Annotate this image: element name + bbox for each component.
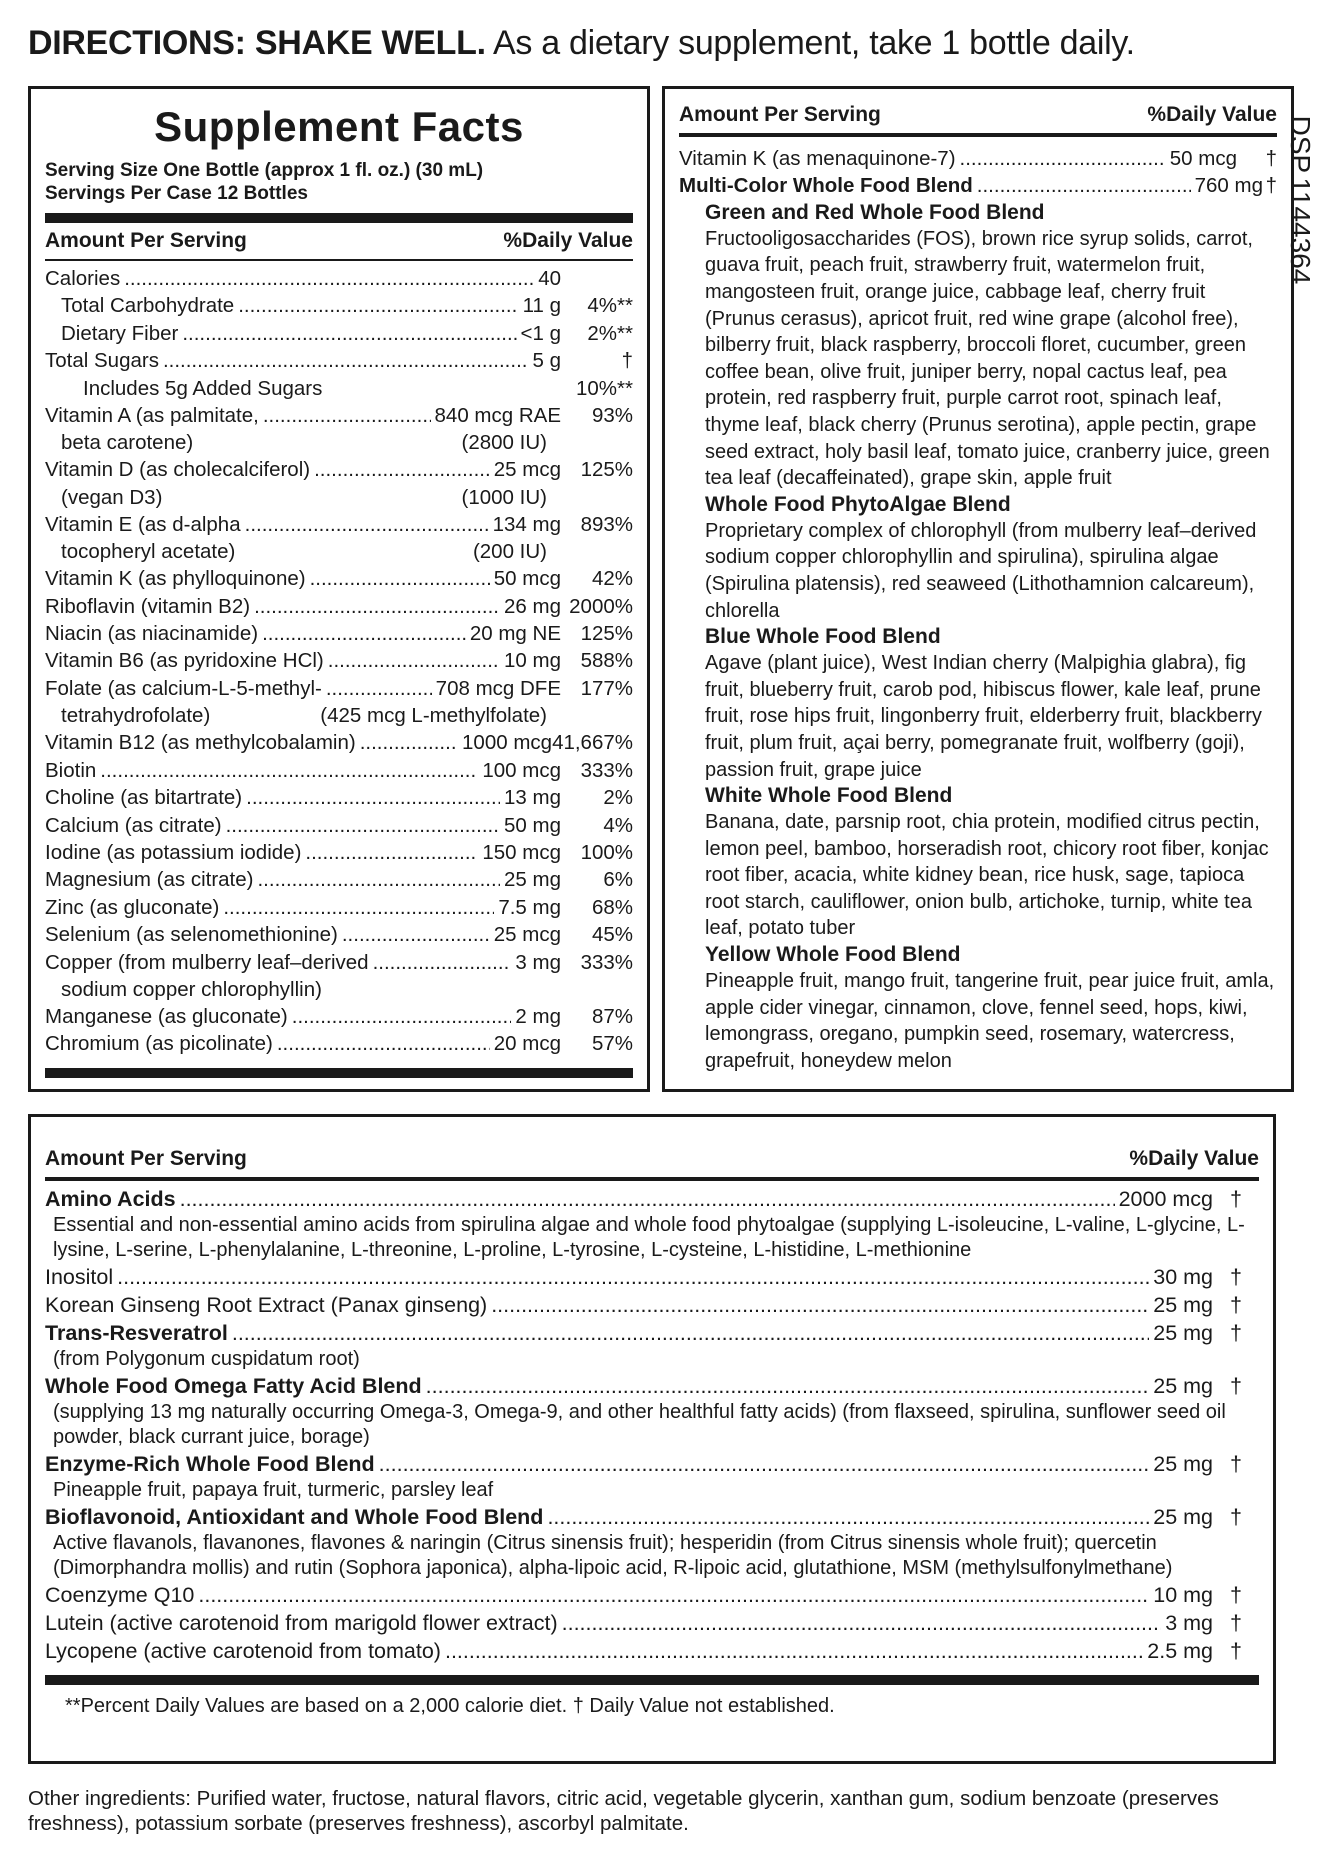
nutrient-row [31,593,647,620]
nutrient-row [31,894,647,921]
ingredient-description: (supplying 13 mg naturally occurring Omega-3, Omega-9, and other healthful fatty acids) (from flaxseed, spirulina, sunflower seed oil powder, black currant juice, borage) [53,1401,1226,1448]
ingredient-name: Amino Acids [45,1187,176,1211]
nutrient-row [31,729,647,756]
nutrient-amount-continued: (1000 IU) [461,485,547,509]
leader-dots [124,265,534,292]
nutrient-dv: 10%** [576,376,633,400]
ingredient-list [31,1181,1273,1665]
ingredient-name: Coenzyme Q10 [45,1583,195,1607]
nutrient-amount: 25 mg [504,868,561,892]
nutrient-amount-continued: (200 IU) [472,540,547,564]
ingredient-row [31,1637,1273,1665]
ingredient-dv: † [1230,1321,1242,1345]
nutrient-name: Calcium (as citrate) [45,813,222,837]
nutrient-name: Chromium (as picolinate) [45,1032,273,1056]
nutrient-dv: 2%** [587,321,633,345]
ingredient-name: Lutein (active carotenoid from marigold flower extract) [45,1611,558,1635]
nutrient-name: Vitamin B6 (as pyridoxine HCl) [45,649,324,673]
ingredient-row [31,1319,1273,1347]
ingredient-amount: 30 mg [1153,1265,1213,1289]
leader-dots [310,565,490,592]
ingredient-amount: 25 mg [1153,1452,1213,1476]
nutrient-amount: 26 mg [504,594,561,618]
header-dv: %Daily Value [1147,103,1277,126]
nutrient-dv: 2000% [569,594,633,618]
nutrient-row [31,812,647,839]
nutrient-dv: 100% [580,840,633,864]
nutrient-amount: 20 mg NE [469,622,561,646]
nutrient-amount: 134 mg [492,512,561,536]
blend-title: Yellow Whole Food Blend [705,943,961,967]
nutrient-amount: 150 mcg [482,840,561,864]
nutrient-row-continued [31,976,647,1003]
nutrient-dv: 57% [591,1032,633,1056]
leader-dots [277,1030,490,1057]
nutrient-dv: 87% [591,1004,633,1028]
nutrient-amount: 50 mcg [493,567,561,591]
leader-dots [245,511,489,538]
directions-text: As a dietary supplement, take 1 bottle daily. [493,24,1135,62]
nutrient-amount: 10 mg [504,649,561,673]
blend-panel [662,86,1294,1092]
blend-title: Green and Red Whole Food Blend [705,200,1045,224]
divider [45,1068,633,1078]
nutrient-row [31,292,647,319]
leader-dots [360,729,458,756]
ingredient-amount: 25 mg [1153,1293,1213,1317]
nutrient-row [31,375,647,402]
table-header [31,1117,1273,1177]
blend-ingredients: Proprietary complex of chlorophyll (from mulberry leaf–derived sodium copper chlorophyllin and spirulina), spirulina algae (Spirulina platensis), red seaweed (Lithothamnion calcareum), chlorella [705,519,1257,622]
nutrient-amount: 760 mg [1194,174,1263,198]
blend-list [665,200,1291,1075]
leader-dots [246,784,500,811]
nutrient-dv: 177% [580,676,633,700]
nutrient-name: Vitamin K (as phylloquinone) [45,567,306,591]
ingredient-dv: † [1230,1611,1242,1635]
other-ingredients: Other ingredients: Purified water, fructose, natural flavors, citric acid, vegetable glycerin, xanthan gum, sodium benzoate (preserves freshness), potassium sorbate (preserves freshness), ascorbyl palmitate. [28,1787,1219,1835]
nutrient-row-continued [31,429,647,456]
nutrient-amount-continued: (425 mcg L-methylfolate) [320,704,547,728]
nutrient-dv: 93% [591,404,633,428]
nutrient-amount: 50 mg [504,813,561,837]
leader-dots [198,1581,1149,1609]
ingredient-name: Lycopene (active carotenoid from tomato) [45,1639,441,1663]
nutrient-amount: 3 mg [515,950,561,974]
nutrient-dv: 125% [580,622,633,646]
ingredient-row [31,1185,1273,1213]
leader-dots [232,1319,1149,1347]
nutrient-dv: 45% [591,923,633,947]
leader-dots [238,292,518,319]
nutrient-amount: 20 mcg [493,1032,561,1056]
nutrient-name: Niacin (as niacinamide) [45,622,259,646]
nutrient-row [31,511,647,538]
nutrient-name: Multi-Color Whole Food Blend [679,174,973,198]
nutrient-name-continued: tetrahydrofolate) [61,704,211,728]
nutrient-row [31,1003,647,1030]
ingredient-dv: † [1230,1505,1242,1529]
nutrient-amount: 7.5 mg [498,895,561,919]
ingredient-row [31,1450,1273,1478]
nutrient-name: Total Sugars [45,349,159,373]
nutrient-amount: 5 g [532,349,561,373]
ingredient-amount: 3 mg [1165,1611,1213,1635]
footnote: **Percent Daily Values are based on a 2,000 calorie diet. † Daily Value not established. [65,1695,835,1717]
ingredient-row [31,1263,1273,1291]
ingredient-amount: 2000 mcg [1118,1187,1213,1211]
nutrient-dv: 2% [603,786,633,810]
leader-dots [328,647,500,674]
nutrient-row [31,402,647,429]
blend-ingredients: Fructooligosaccharides (FOS), brown rice syrup solids, carrot, guava fruit, peach fruit, strawberry fruit, watermelon fruit, mangosteen fruit, orange juice, cabbage leaf, cherry fruit (Prunus cerasus), apricot fruit, red wine grape (alcohol free), bilberry fruit, black raspberry, broccoli floret, cucumber, green coffee bean, olive fruit, juniper berry, nopal cactus leaf, pea protein, red raspberry fruit, purple carrot root, spinach leaf, thyme leaf, black cherry (Prunus serotina), apple pectin, grape seed extract, holy basil leaf, tomato juice, cranberry juice, green tea leaf (decaffeinated), grape skin, apple fruit [705,227,1270,490]
nutrient-amount: 840 mcg RAE [434,404,561,428]
nutrient-amount: 11 g [522,294,561,318]
nutrient-amount: 708 mcg DFE [435,676,561,700]
nutrient-name: Total Carbohydrate [61,294,235,318]
nutrient-dv: 125% [580,458,633,482]
divider [45,1675,1259,1685]
table-header [31,223,647,259]
ingredient-name: Bioflavonoid, Antioxidant and Whole Food Blend [45,1505,544,1529]
nutrient-amount: 25 mcg [493,458,561,482]
nutrient-dv: 588% [580,649,633,673]
nutrient-row [31,456,647,483]
divider [45,213,633,223]
ingredient-amount: 25 mg [1153,1321,1213,1345]
nutrient-name: Selenium (as selenomethionine) [45,923,338,947]
directions-bold: DIRECTIONS: SHAKE WELL. [28,24,486,62]
nutrient-name-continued: sodium copper chlorophyllin) [61,977,322,1001]
nutrient-dv: 333% [580,758,633,782]
ingredient-name: Whole Food Omega Fatty Acid Blend [45,1374,422,1398]
nutrient-name: Vitamin B12 (as methylcobalamin) [45,731,356,755]
serving-size: Serving Size One Bottle (approx 1 fl. oz.) (30 mL) [45,160,484,181]
blend-ingredients: Agave (plant juice), West Indian cherry (Malpighia glabra), fig fruit, blueberry fruit, carob pod, hibiscus flower, kale leaf, prune fruit, rose hips fruit, lingonberry fruit, elderberry fruit, blackberry fruit, plum fruit, açai berry, pomegranate fruit, wolfberry (goji), passion fruit, grape juice [705,652,1262,781]
nutrient-row [31,347,647,374]
nutrient-name: Biotin [45,758,97,782]
header-amount: Amount Per Serving [679,103,881,126]
nutrient-dv: † [621,349,633,373]
nutrient-row [31,620,647,647]
nutrient-amount: 25 mcg [493,923,561,947]
leader-dots [426,1372,1150,1400]
nutrient-dv: † [1265,147,1277,170]
leader-dots [163,347,529,374]
nutrient-dv: 333% [580,950,633,974]
ingredient-amount: 25 mg [1153,1505,1213,1529]
ingredient-name: Trans-Resveratrol [45,1321,228,1345]
ingredient-description: Pineapple fruit, papaya fruit, turmeric, parsley leaf [53,1479,494,1501]
nutrient-row [665,172,1291,199]
nutrient-name: Dietary Fiber [61,321,179,345]
ingredient-dv: † [1230,1639,1242,1663]
leader-dots [100,757,478,784]
nutrient-amount: 100 mcg [482,758,561,782]
ingredient-row [31,1503,1273,1531]
leader-dots [305,839,478,866]
ingredient-description: Essential and non-essential amino acids from spirulina algae and whole food phytoalgae (supplying L-isoleucine, L-valine, L-glycine, L-lysine, L-serine, L-phenylalanine, L-threonine, L-proline, L-tyrosine, L-cysteine, L-histidine, L-methionine [53,1214,1245,1261]
nutrient-row [31,866,647,893]
leader-dots [182,320,516,347]
nutrient-row [31,675,647,702]
nutrient-row-continued [31,702,647,729]
nutrient-name: Choline (as bitartrate) [45,786,243,810]
leader-dots [226,812,500,839]
leader-dots [262,620,466,647]
nutrient-dv: 4% [603,813,633,837]
nutrient-list [31,261,647,1058]
nutrient-name: Iodine (as potassium iodide) [45,840,302,864]
leader-dots [977,172,1191,199]
nutrient-dv: 41,667% [552,731,633,755]
table-header [665,89,1291,133]
servings-per: Servings Per Case 12 Bottles [45,183,308,204]
nutrient-name: Includes 5g Added Sugars [83,376,323,400]
leader-dots [223,894,494,921]
blend-ingredients: Pineapple fruit, mango fruit, tangerine fruit, pear juice fruit, amla, apple cider vinegar, cinnamon, clove, fennel seed, hops, kiwi, lemongrass, oregano, pumpkin seed, rosemary, watercress, grapefruit, honeydew melon [705,970,1275,1072]
header-amount: Amount Per Serving [45,229,247,252]
nutrient-row-continued [31,484,647,511]
ingredient-name: Inositol [45,1265,114,1289]
blend-title: Blue Whole Food Blend [705,625,941,649]
ingredient-row [31,1609,1273,1637]
nutrient-name-continued: beta carotene) [61,431,194,455]
nutrient-row [31,320,647,347]
nutrient-name: Vitamin K (as menaquinone-7) [679,147,956,170]
nutrient-dv: 4%** [587,294,633,318]
nutrient-dv: † [1265,174,1277,198]
leader-dots [445,1637,1143,1665]
nutrient-name-continued: (vegan D3) [61,485,163,509]
ingredient-description: Active flavanols, flavanones, flavones & naringin (Citrus sinensis fruit); hesperidin (from Citrus sinensis whole fruit); quercetin (Dimorphandra mollis) and rutin (Sophora japonica), alpha-lipoic acid, R-lipoic acid, glutathione, MSM (methylsulfonylmethane) [53,1532,1173,1579]
leader-dots [314,456,490,483]
ingredient-amount: 2.5 mg [1147,1639,1213,1663]
nutrient-name: Folate (as calcium-L-5-methyl- [45,676,322,700]
leader-dots [379,1450,1150,1478]
nutrient-amount: 50 mcg [1169,147,1237,170]
leader-dots [180,1185,1115,1213]
nutrient-row [31,921,647,948]
nutrient-row [31,839,647,866]
header-dv: %Daily Value [503,229,633,252]
leader-dots [373,949,512,976]
nutrient-name: Zinc (as gluconate) [45,895,220,919]
nutrient-dv: 68% [591,895,633,919]
ingredient-amount: 10 mg [1153,1583,1213,1607]
nutrient-name: Vitamin A (as palmitate, [45,404,259,428]
leader-dots [263,402,431,429]
nutrient-amount: 1000 mcg [462,731,553,755]
ingredient-description: (from Polygonum cuspidatum root) [53,1348,360,1370]
ingredient-name: Enzyme-Rich Whole Food Blend [45,1452,375,1476]
leader-dots [342,921,490,948]
leader-dots [292,1003,512,1030]
leader-dots [547,1503,1149,1531]
header-amount: Amount Per Serving [45,1147,247,1170]
nutrient-row [31,784,647,811]
nutrient-row [665,145,1291,172]
directions [28,24,1135,63]
leader-dots [254,593,500,620]
panel-title: Supplement Facts [154,103,524,150]
nutrient-amount: 13 mg [504,786,561,810]
nutrient-amount: 2 mg [515,1004,561,1028]
dsp-code-text: DSP.1144364 [1285,115,1316,285]
nutrient-row-continued [31,538,647,565]
leader-dots [117,1263,1149,1291]
nutrient-row [31,565,647,592]
nutrient-name: Magnesium (as citrate) [45,868,254,892]
ingredient-row [31,1581,1273,1609]
leader-dots [491,1291,1149,1319]
nutrient-dv: 893% [580,512,633,536]
blend-ingredients: Banana, date, parsnip root, chia protein, modified citrus pectin, lemon peel, bamboo, horseradish root, chicory root fiber, konjac root fiber, acacia, white kidney bean, rice husk, sage, tapioca root starch, cauliflower, onion bulb, artichoke, turnip, white tea leaf, potato tuber [705,811,1269,940]
additional-ingredients-panel [28,1114,1276,1764]
nutrient-name: Calories [45,267,121,290]
ingredient-row [31,1291,1273,1319]
ingredient-dv: † [1230,1583,1242,1607]
ingredient-dv: † [1230,1374,1242,1398]
nutrient-row [31,757,647,784]
nutrient-name: Copper (from mulberry leaf–derived [45,950,369,974]
ingredient-dv: † [1230,1293,1242,1317]
nutrient-dv: 42% [591,567,633,591]
nutrient-name: Manganese (as gluconate) [45,1004,288,1028]
leader-dots [257,866,500,893]
nutrient-name: Riboflavin (vitamin B2) [45,594,251,618]
supplement-facts-panel [28,86,650,1092]
ingredient-row [31,1372,1273,1400]
nutrient-row [31,647,647,674]
blend-title: Whole Food PhytoAlgae Blend [705,492,1011,516]
nutrient-name: Vitamin E (as d-alpha [45,512,241,536]
nutrient-row [31,265,647,292]
header-dv: %Daily Value [1129,1147,1259,1170]
nutrient-row [31,1030,647,1057]
nutrient-amount: <1 g [520,321,561,345]
ingredient-amount: 25 mg [1153,1374,1213,1398]
nutrient-name-continued: tocopheryl acetate) [61,540,236,564]
ingredient-dv: † [1230,1265,1242,1289]
leader-dots [326,675,432,702]
nutrient-name: Vitamin D (as cholecalciferol) [45,458,311,482]
blend-title: White Whole Food Blend [705,784,953,808]
leader-dots [960,145,1166,172]
ingredient-dv: † [1230,1187,1242,1211]
nutrient-amount: 40 [538,267,561,290]
ingredient-name: Korean Ginseng Root Extract (Panax ginseng) [45,1293,488,1317]
ingredient-dv: † [1230,1452,1242,1476]
nutrient-amount-continued: (2800 IU) [461,431,547,455]
nutrient-dv: 6% [603,868,633,892]
nutrient-row [31,949,647,976]
leader-dots [562,1609,1162,1637]
